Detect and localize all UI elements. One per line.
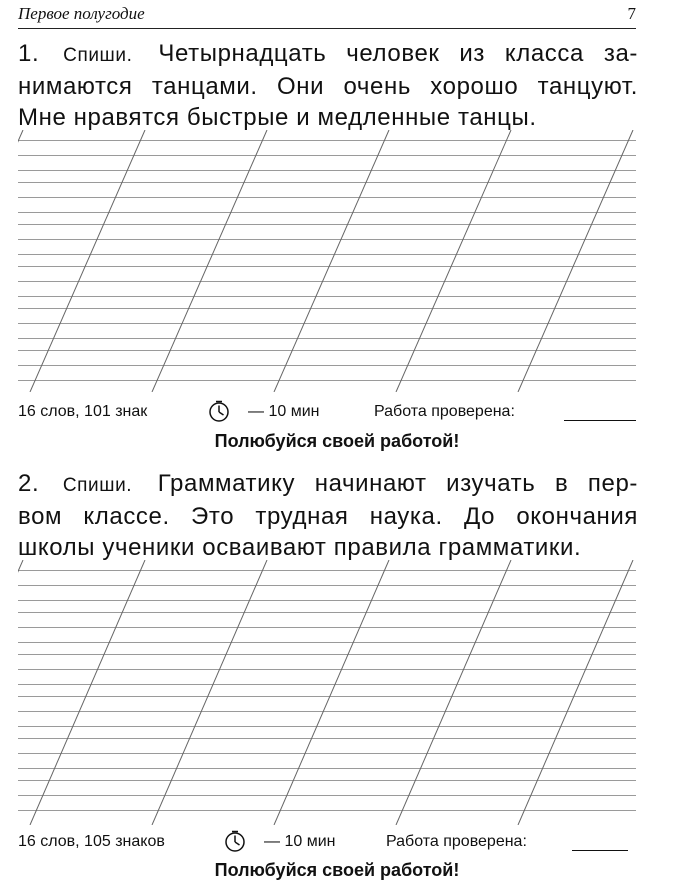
- task-1-writing-lines: [0, 130, 674, 392]
- slant-guide-line: [0, 560, 23, 825]
- task-2-writing-lines: [0, 560, 674, 825]
- task-1-stats: 16 слов, 101 знак: [18, 403, 148, 420]
- task-1-checked-label: Работа проверена:: [374, 403, 515, 420]
- page-header: [18, 2, 636, 28]
- slant-guide-line: [152, 560, 267, 825]
- clock-icon: [224, 830, 246, 854]
- slant-guide-line: [152, 130, 267, 392]
- page-number: 7: [627, 4, 636, 23]
- task-1-time: — 10 мин: [248, 403, 320, 420]
- task-2-line-1: [18, 468, 638, 501]
- slant-guide-line: [274, 130, 389, 392]
- task-2-checked-label: Работа проверена:: [386, 833, 527, 850]
- task-2-stats: 16 слов, 105 знаков: [18, 833, 165, 850]
- slant-guide-line: [30, 130, 145, 392]
- slant-guide-line: [0, 130, 23, 392]
- task-2-line-1-text: Грамматику начинают изучать в пер-: [157, 470, 638, 497]
- task-2-number: 2.: [18, 470, 40, 497]
- task-1-line-3: Мне нравятся быстрые и медленные танцы.: [18, 104, 537, 131]
- slant-guide-line: [396, 560, 511, 825]
- task-1-text: [18, 38, 638, 133]
- task-2-text: [18, 468, 638, 563]
- task-2-footer: Полюбуйся своей работой!: [214, 860, 460, 880]
- task-2-info-row: [18, 830, 638, 854]
- clock-icon: [208, 400, 230, 424]
- header-divider: [18, 28, 636, 29]
- slant-guide-line: [640, 560, 674, 825]
- slant-guide-line: [640, 130, 674, 392]
- slant-guide-line: [518, 560, 633, 825]
- task-1-line-1-text: Четырнадцать человек из класса за-: [158, 40, 638, 67]
- task-1-info-row: [18, 400, 638, 424]
- slant-guide-line: [518, 130, 633, 392]
- task-2-line-2: вом классе. Это трудная наука. До окончания: [18, 503, 638, 530]
- task-2-command: Спиши.: [62, 475, 133, 496]
- task-1-check-line[interactable]: [564, 420, 636, 421]
- task-1-line-1: [18, 38, 638, 71]
- task-2-line-3: школы ученики осваивают правила грамматики.: [18, 534, 582, 561]
- task-1-number: 1.: [18, 40, 40, 67]
- slant-guide-line: [30, 560, 145, 825]
- section-title: Первое полугодие: [18, 4, 145, 23]
- slant-guide-line: [274, 560, 389, 825]
- task-1-line-2: нимаются танцами. Они очень хорошо танцуют.: [18, 73, 638, 100]
- task-1-command: Спиши.: [63, 45, 133, 66]
- task-1-footer: Полюбуйся своей работой!: [214, 431, 460, 451]
- task-2-time: — 10 мин: [264, 833, 336, 850]
- slant-guide-line: [396, 130, 511, 392]
- task-2-check-line[interactable]: [572, 850, 628, 851]
